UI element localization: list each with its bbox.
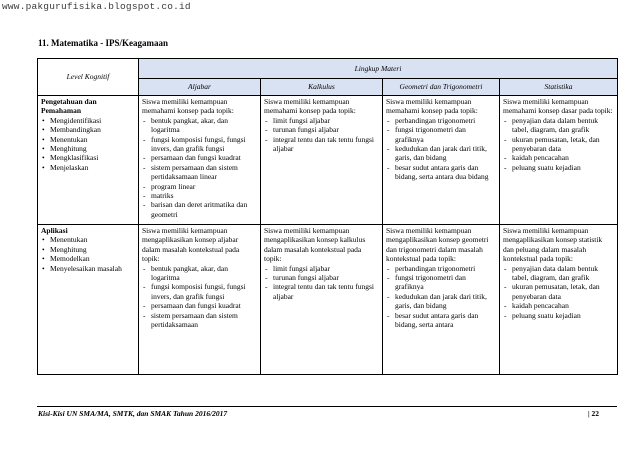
kisi-kisi-table xyxy=(37,58,618,375)
table-row xyxy=(38,225,618,375)
column-header-kalkulus: Kalkulus xyxy=(261,78,383,95)
topic-item: - kaidah pencacahan xyxy=(512,153,614,162)
watermark: www.pakgurufisika.blogspot.co.id xyxy=(2,1,191,12)
topic-item: - sistem persamaan dan sistem pertidaksamaan linear xyxy=(151,163,257,182)
topic-item: - barisan dan deret aritmatika dan geometri xyxy=(151,200,257,219)
topic-item: - limit fungsi aljabar xyxy=(273,116,379,125)
cell-intro: Siswa memiliki kemampuan memahami konsep pada topik: xyxy=(264,97,356,116)
topic-item: - fungsi komposisi fungsi, fungsi invers, dan grafik fungsi xyxy=(151,282,257,301)
column-header-aljabar: Aljabar xyxy=(139,78,261,95)
topic-item: - ukuran pemusatan, letak, dan penyebaran data xyxy=(512,282,614,301)
group-header: Lingkup Materi xyxy=(139,59,618,79)
topic-list xyxy=(503,264,614,320)
topic-item: - penyajian data dalam bentuk tabel, diagram, dan grafik xyxy=(512,116,614,135)
topic-list xyxy=(386,264,496,330)
footer-document-title: Kisi-Kisi UN SMA/MA, SMTK, dan SMAK Tahun 2016/2017 xyxy=(38,409,228,418)
topic-item: - penyajian data dalam bentuk tabel, diagram, dan grafik xyxy=(512,264,614,283)
topic-item: - kaidah pencacahan xyxy=(512,301,614,310)
topic-item: - besar sudut antara garis dan bidang, serta antara dua bidang xyxy=(395,163,496,182)
content-cell xyxy=(500,225,618,375)
topic-item: - peluang suatu kejadian xyxy=(512,311,614,320)
content-cell xyxy=(139,225,261,375)
topic-list xyxy=(142,264,257,330)
topic-item: - bentuk pangkat, akar, dan logaritma xyxy=(151,116,257,135)
cell-intro: Siswa memiliki kemampuan mengaplikasikan konsep geometri dan trigonometri dalam masalah kontekstual pada topik: xyxy=(386,226,489,264)
level-verb: • Menyelesaikan masalah xyxy=(50,264,135,273)
level-cell xyxy=(38,225,139,375)
content-cell xyxy=(500,96,618,225)
topic-item: - program linear xyxy=(151,182,257,191)
cell-intro: Siswa memiliki kemampuan mengaplikasikan konsep statistik dan peluang dalam masalah kontekstual pada topik: xyxy=(503,226,603,264)
level-cell xyxy=(38,96,139,225)
cell-intro: Siswa memiliki kemampuan mengaplikasikan konsep aljabar dalam masalah kontekstual pada topik: xyxy=(142,226,240,264)
level-verb: • Menghitung xyxy=(50,144,135,153)
topic-item: - integral tentu dan tak tentu fungsi aljabar xyxy=(273,282,379,301)
topic-item: - ukuran pemusatan, letak, dan penyebaran data xyxy=(512,135,614,154)
level-verb-list xyxy=(41,235,135,273)
cell-intro: Siswa memiliki kemampuan memahami konsep pada topik: xyxy=(142,97,234,116)
column-header-statistika: Statistika xyxy=(500,78,618,95)
cell-intro: Siswa memiliki kemampuan memahami konsep pada topik: xyxy=(386,97,478,116)
level-verb: • Menentukan xyxy=(50,235,135,244)
level-header: Level Kognitif xyxy=(38,59,139,96)
level-verb: • Menjelaskan xyxy=(50,163,135,172)
topic-list xyxy=(386,116,496,182)
topic-item: - matriks xyxy=(151,191,257,200)
section-title: 11. Matematika - IPS/Keagamaan xyxy=(38,38,168,48)
topic-item: - persamaan dan fungsi kuadrat xyxy=(151,301,257,310)
topic-item: - kedudukan dan jarak dari titik, garis, dan bidang xyxy=(395,144,496,163)
page-number: | 22 xyxy=(588,409,600,418)
content-cell xyxy=(383,225,500,375)
level-verb: • Menentukan xyxy=(50,135,135,144)
level-title: Pengetahuan dan Pemahaman xyxy=(41,97,97,116)
level-verb: • Menghitung xyxy=(50,245,135,254)
content-cell xyxy=(261,96,383,225)
content-cell xyxy=(139,96,261,225)
topic-list xyxy=(264,264,379,302)
topic-item: - integral tentu dan tak tentu fungsi aljabar xyxy=(273,135,379,154)
content-cell xyxy=(383,96,500,225)
topic-item: - persamaan dan fungsi kuadrat xyxy=(151,153,257,162)
level-verb: • Mengklasifikasi xyxy=(50,153,135,162)
column-header-geometri: Geometri dan Trigonometri xyxy=(383,78,500,95)
topic-item: - fungsi trigonometri dan grafiknya xyxy=(395,125,496,144)
table-body xyxy=(38,96,618,375)
footer-divider xyxy=(37,406,617,407)
level-verb-list xyxy=(41,116,135,172)
topic-item: - fungsi trigonometri dan grafiknya xyxy=(395,273,496,292)
level-verb: • Membandingkan xyxy=(50,125,135,134)
topic-list xyxy=(264,116,379,154)
topic-item: - besar sudut antara garis dan bidang, serta antara xyxy=(395,311,496,330)
topic-item: - kedudukan dan jarak dari titik, garis, dan bidang xyxy=(395,292,496,311)
topic-item: - fungsi komposisi fungsi, fungsi invers, dan grafik fungsi xyxy=(151,135,257,154)
topic-item: - perbandingan trigonometri xyxy=(395,264,496,273)
topic-item: - sistem persamaan dan sistem pertidaksamaan xyxy=(151,311,257,330)
cell-intro: Siswa memiliki kemampuan memahami konsep dasar pada topik: xyxy=(503,97,613,116)
topic-item: - limit fungsi aljabar xyxy=(273,264,379,273)
cell-intro: Siswa memiliki kemampuan mengaplikasikan konsep kalkulus dalam masalah kontekstual pada topik: xyxy=(264,226,366,264)
content-cell xyxy=(261,225,383,375)
topic-item: - turunan fungsi aljabar xyxy=(273,125,379,134)
topic-item: - bentuk pangkat, akar, dan logaritma xyxy=(151,264,257,283)
level-verb: • Memodelkan xyxy=(50,254,135,263)
table-row xyxy=(38,96,618,225)
topic-item: - peluang suatu kejadian xyxy=(512,163,614,172)
topic-list xyxy=(503,116,614,172)
topic-item: - turunan fungsi aljabar xyxy=(273,273,379,282)
topic-item: - perbandingan trigonometri xyxy=(395,116,496,125)
level-title: Aplikasi xyxy=(41,226,68,235)
level-verb: • Mengidentifikasi xyxy=(50,116,135,125)
topic-list xyxy=(142,116,257,219)
